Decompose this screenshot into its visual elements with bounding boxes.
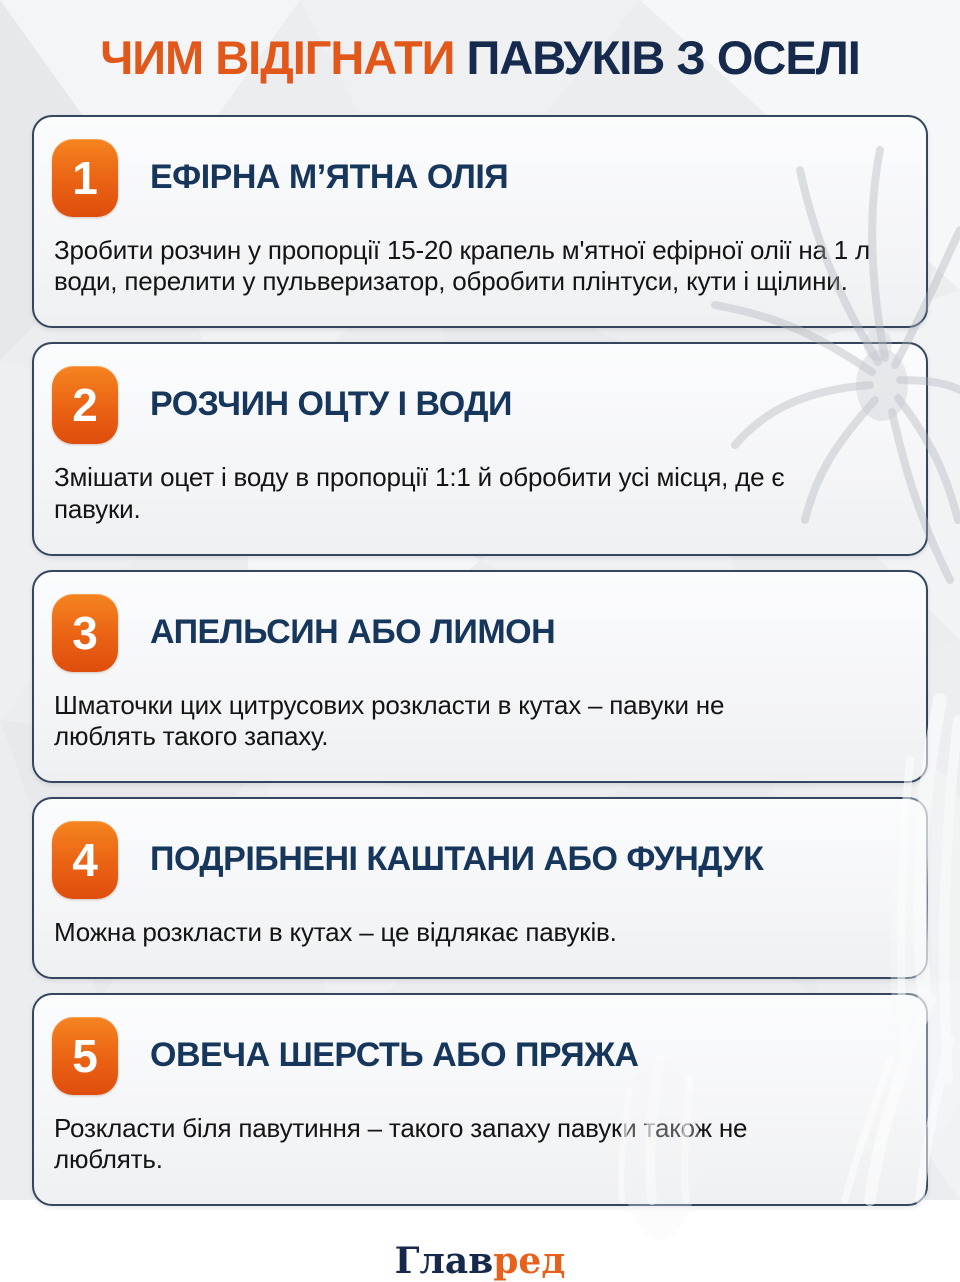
card-number-badge: 4 — [52, 821, 118, 899]
card-body-text: Зробити розчин у пропорції 15-20 крапель м'ятної ефірної олії на 1 л води, перелити у пульверизатор, обробити плінтуси, кути і щілини. — [54, 234, 871, 297]
glavred-logo: Глав — [394, 1240, 494, 1282]
page-title-main: ПАВУКІВ З ОСЕЛІ — [454, 31, 860, 84]
card-heading: РОЗЧИН ОЦТУ І ВОДИ — [150, 385, 512, 424]
page-title-accent: ЧИМ ВІДІГНАТИ — [100, 31, 455, 84]
card-header — [52, 366, 896, 444]
card-number-badge: 1 — [52, 139, 118, 217]
card-body-text: Шматочки цих цитрусових розкласти в кутах – павуки не люблять такого запаху. — [54, 689, 725, 752]
tip-card-5 — [32, 993, 928, 1206]
card-body-text: Можна розкласти в кутах – це відлякає павуків. — [54, 916, 617, 947]
tip-card-4 — [32, 797, 928, 979]
tips-list — [32, 115, 928, 1206]
card-header — [52, 594, 896, 672]
card-number-badge: 5 — [52, 1017, 118, 1095]
card-header — [52, 821, 896, 899]
card-heading: ПОДРІБНЕНІ КАШТАНИ АБО ФУНДУК — [150, 840, 764, 879]
card-header — [52, 1017, 896, 1095]
tip-card-3 — [32, 570, 928, 783]
tip-card-1 — [32, 115, 928, 328]
card-heading: АПЕЛЬСИН АБО ЛИМОН — [150, 612, 556, 651]
card-body-text: Змішати оцет і воду в пропорції 1:1 й обробити усі місця, де є павуки. — [54, 462, 785, 524]
footer — [32, 1240, 928, 1282]
page-title — [32, 32, 928, 85]
card-header — [52, 139, 896, 217]
card-number-badge: 2 — [52, 366, 118, 444]
glavred-logo-accent: ред — [493, 1240, 566, 1282]
card-heading: ЕФІРНА М’ЯТНА ОЛІЯ — [150, 157, 509, 196]
card-number-badge: 3 — [52, 594, 118, 672]
card-body-text: Розкласти біля павутиння – такого запаху павуки також не люблять. — [54, 1112, 748, 1175]
tip-card-2 — [32, 342, 928, 555]
card-heading: ОВЕЧА ШЕРСТЬ АБО ПРЯЖА — [150, 1035, 639, 1074]
